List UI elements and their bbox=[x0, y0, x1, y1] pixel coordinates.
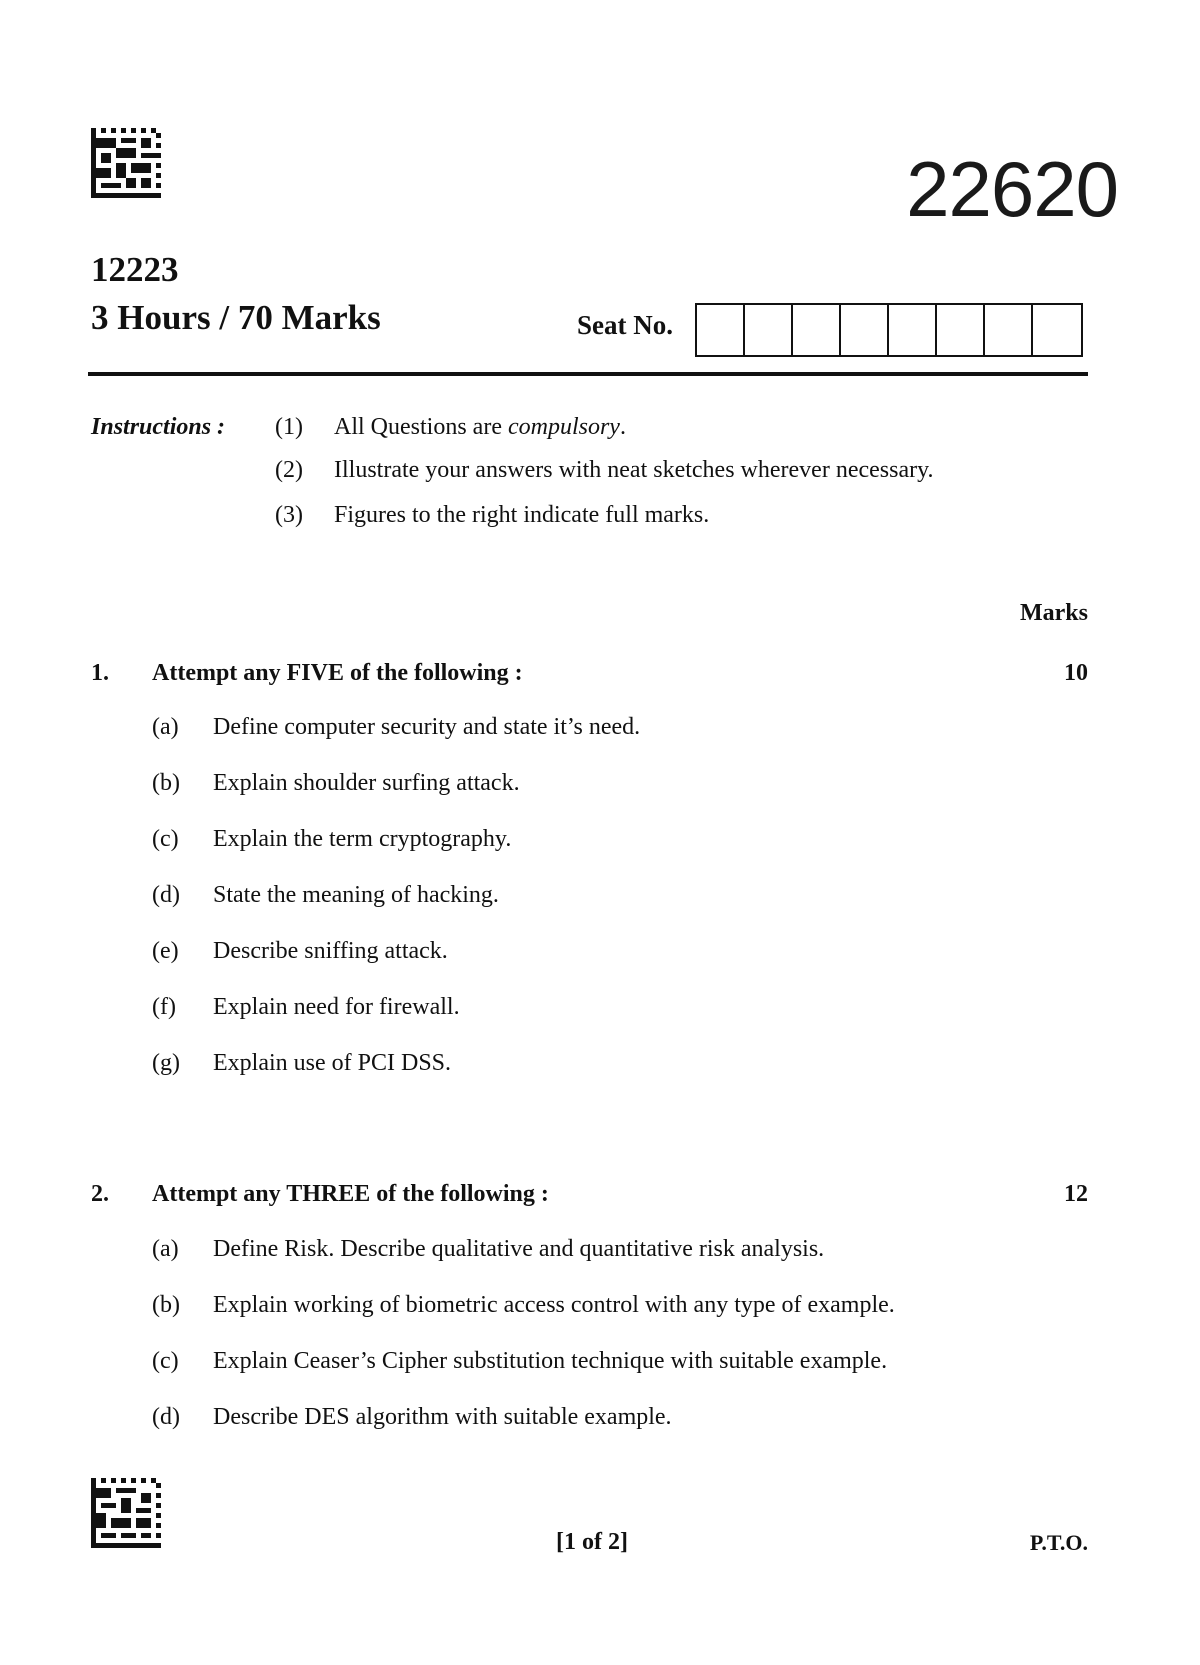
sub-question-letter: (c) bbox=[152, 826, 179, 852]
sub-question-letter: (d) bbox=[152, 882, 180, 908]
seat-box bbox=[745, 305, 793, 355]
instruction-text: All Questions are compulsory. bbox=[334, 414, 626, 440]
seat-box bbox=[1033, 305, 1081, 355]
sub-question-letter: (e) bbox=[152, 938, 179, 964]
question-marks: 12 bbox=[1064, 1181, 1088, 1207]
seat-box bbox=[937, 305, 985, 355]
sub-question-letter: (b) bbox=[152, 770, 180, 796]
sub-question-letter: (c) bbox=[152, 1348, 179, 1374]
sub-question-letter: (b) bbox=[152, 1292, 180, 1318]
question-number: 2. bbox=[91, 1181, 109, 1207]
sub-question-text: Explain shoulder surfing attack. bbox=[213, 770, 520, 796]
marks-column-header: Marks bbox=[1020, 600, 1088, 626]
question-title: Attempt any FIVE of the following : bbox=[152, 660, 523, 686]
sub-question-letter: (g) bbox=[152, 1050, 180, 1076]
sub-question-text: Define Risk. Describe qualitative and quantitative risk analysis. bbox=[213, 1236, 825, 1262]
seat-box bbox=[793, 305, 841, 355]
instruction-number: (1) bbox=[275, 414, 303, 440]
question-marks: 10 bbox=[1064, 660, 1088, 686]
sub-question-text: Explain working of biometric access control with any type of example. bbox=[213, 1292, 895, 1318]
instructions-label: Instructions : bbox=[91, 414, 226, 440]
sub-question-letter: (a) bbox=[152, 714, 179, 740]
sub-question-text: Explain use of PCI DSS. bbox=[213, 1050, 452, 1076]
sub-question-text: Define computer security and state it’s need. bbox=[213, 714, 641, 740]
sub-question-letter: (a) bbox=[152, 1236, 179, 1262]
sub-question-text: Explain the term cryptography. bbox=[213, 826, 512, 852]
duration-marks: 3 Hours / 70 Marks bbox=[91, 298, 381, 337]
sub-question-text: Describe DES algorithm with suitable example. bbox=[213, 1404, 672, 1430]
sub-question-text: Explain need for firewall. bbox=[213, 994, 460, 1020]
please-turn-over: P.T.O. bbox=[1029, 1530, 1088, 1555]
seat-number-boxes bbox=[695, 303, 1083, 357]
sub-question-text: Explain Ceaser’s Cipher substitution technique with suitable example. bbox=[213, 1348, 888, 1374]
instruction-emphasis: compulsory bbox=[507, 414, 620, 440]
sub-question-letter: (d) bbox=[152, 1404, 180, 1430]
instruction-number: (2) bbox=[275, 457, 303, 483]
sub-question-text: Describe sniffing attack. bbox=[213, 938, 448, 964]
question-number: 1. bbox=[91, 660, 109, 686]
header-divider bbox=[88, 372, 1088, 376]
seat-box bbox=[841, 305, 889, 355]
exam-code: 12223 bbox=[91, 250, 179, 289]
page-number: [1 of 2] bbox=[556, 1529, 628, 1555]
seat-box bbox=[697, 305, 745, 355]
seat-number-label: Seat No. bbox=[577, 310, 673, 340]
seat-box bbox=[985, 305, 1033, 355]
instruction-text: Illustrate your answers with neat sketches wherever necessary. bbox=[334, 457, 934, 483]
question-title: Attempt any THREE of the following : bbox=[152, 1181, 549, 1207]
instruction-text: Figures to the right indicate full marks. bbox=[334, 502, 710, 528]
sub-question-text: State the meaning of hacking. bbox=[213, 882, 499, 908]
datamatrix-barcode-icon bbox=[91, 128, 161, 198]
sub-question-letter: (f) bbox=[152, 994, 176, 1020]
paper-code: 22620 bbox=[906, 145, 1118, 233]
datamatrix-barcode-icon bbox=[91, 1478, 161, 1548]
instruction-number: (3) bbox=[275, 502, 303, 528]
seat-box bbox=[889, 305, 937, 355]
